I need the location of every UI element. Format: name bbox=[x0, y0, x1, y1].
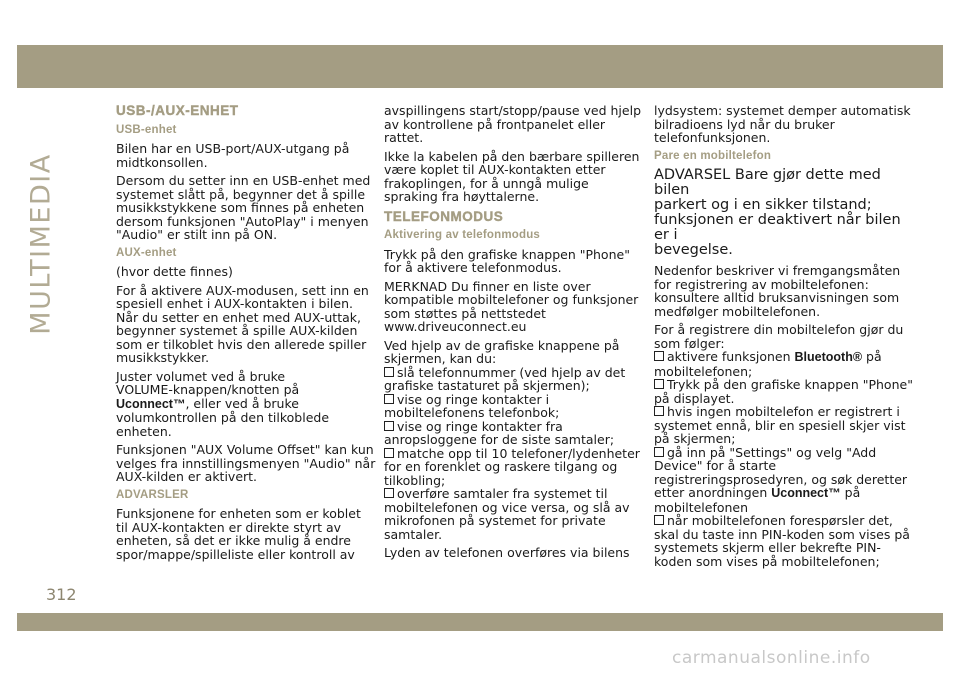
list-item-text: på mobiltelefonen bbox=[654, 485, 861, 515]
paragraph: Lyden av telefonen overføres via bilens bbox=[384, 545, 630, 560]
checkbox-bullet-icon bbox=[654, 379, 664, 389]
paragraph: Ved hjelp av de grafiske knappene på skjermen, kan du: bbox=[384, 337, 620, 366]
list-item bbox=[384, 393, 644, 420]
subheading-usb: USB-enhet bbox=[116, 123, 177, 136]
list-item bbox=[384, 447, 644, 488]
footer-band bbox=[17, 613, 943, 631]
list-item-text: vise og ringe kontakter i mobiltelefonens telefonbok; bbox=[384, 391, 560, 420]
checkbox-bullet-icon bbox=[654, 447, 664, 457]
section-heading-usb-aux: USB-/AUX-ENHET bbox=[116, 103, 239, 118]
checkbox-bullet-icon bbox=[654, 351, 664, 361]
text: , eller ved å bruke volumkontrollen på den tilkoblede enheten. bbox=[116, 395, 330, 439]
section-heading-telefonmodus: TELEFONMODUS bbox=[384, 208, 504, 224]
checkbox-bullet-icon bbox=[654, 515, 664, 525]
list-item-text: hvis ingen mobiltelefon er registrert i systemet ennå, blir en spesiell skjer vist på skjermen; bbox=[654, 404, 906, 446]
paragraph: Nedenfor beskriver vi fremgangsmåten for registrering av mobiltelefonen: konsultere alltid bruksanvisningen som medfølger mobiltelefonen. bbox=[654, 263, 901, 319]
list-item bbox=[384, 420, 644, 447]
list-item-text: på mobiltelefonen; bbox=[654, 349, 882, 379]
list-item bbox=[654, 378, 916, 405]
paragraph: Ikke la kabelen på den bærbare spilleren være koplet til AUX-kontakten etter frakoplingen, for å unngå mulige spraking fra høyttalerne. bbox=[384, 148, 640, 204]
paragraph: lydsystem: systemet demper automatisk bilradioens lyd når du bruker telefonfunksjonen. bbox=[654, 103, 911, 145]
checkbox-bullet-icon bbox=[384, 448, 394, 458]
list-item-text: slå telefonnummer (ved hjelp av det grafiske tastaturet på skjermen); bbox=[384, 364, 626, 393]
paragraph: avspillingens start/stopp/pause ved hjelp av kontrollene på frontpanelet eller rattet. bbox=[384, 103, 642, 145]
paragraph: (hvor dette finnes) bbox=[116, 264, 233, 279]
list-item-text: aktivere funksjonen bbox=[667, 349, 795, 364]
note-paragraph: MERKNAD Du finner en liste over kompatible mobiltelefoner og funksjoner som støttes på nettstedet www.driveuconnect.eu bbox=[384, 278, 639, 334]
list-item-text: vise og ringe kontakter fra anropsloggene for de siste samtaler; bbox=[384, 418, 615, 447]
list-item-text: gå inn på "Settings" og velg "Add Device" for å starte registreringsprosedyren, og søk deretter etter anordningen bbox=[654, 444, 908, 500]
warning-paragraph: ADVARSEL Bare gjør dette med bilen parkert og i en sikker tilstand; funksjonen er deaktivert når bilen er i bevegelse. bbox=[654, 167, 901, 258]
list-item bbox=[384, 366, 644, 393]
checkbox-bullet-icon bbox=[384, 488, 394, 498]
bluetooth-label: Bluetooth® bbox=[794, 350, 863, 364]
section-side-label: MULTIMEDIA bbox=[25, 153, 57, 335]
list-item-text: Trykk på den grafiske knappen "Phone" på displayet. bbox=[654, 377, 913, 406]
column-3 bbox=[654, 104, 916, 573]
paragraph: Funksjonene for enheten som er koblet til AUX-kontakten er direkte styrt av enheten, så det er ikke mulig å endre spor/mappe/spilleliste eller kontroll av bbox=[116, 506, 361, 562]
subheading-pairing: Pare en mobiltelefon bbox=[654, 149, 772, 162]
subheading-aux: AUX-enhet bbox=[116, 246, 177, 259]
list-item bbox=[654, 350, 916, 378]
paragraph: Bilen har en USB-port/AUX-utgang på midtkonsollen. bbox=[116, 141, 350, 170]
brand-name: Uconnect™ bbox=[771, 486, 841, 500]
list-item bbox=[654, 514, 916, 568]
checkbox-bullet-icon bbox=[384, 421, 394, 431]
column-2 bbox=[384, 104, 644, 565]
list-item-text: når mobiltelefonen forespørsler det, skal du taste inn PIN-koden som vises på systemets skjerm eller bekrefte PIN-koden som vises på mobiltelefonen; bbox=[654, 513, 910, 569]
paragraph: Dersom du setter inn en USB-enhet med systemet slått på, begynner det å spille musikkstykkene som finnes på enheten dersom funksjonen "AutoPlay" i menyen "Audio" er stilt inn på ON. bbox=[116, 173, 371, 242]
list-item-text: overføre samtaler fra systemet til mobiltelefonen og vice versa, og slå av mikrofonen på systemet for private samtaler. bbox=[384, 486, 630, 542]
paragraph bbox=[116, 370, 376, 439]
subheading-activation: Aktivering av telefonmodus bbox=[384, 229, 541, 241]
watermark: carmanualsonline.info bbox=[672, 648, 871, 668]
list-item-text: matche opp til 10 telefoner/lydenheter for en forenklet og raskere tilgang og tilkobling; bbox=[384, 445, 640, 488]
paragraph: Trykk på den grafiske knappen "Phone" for å aktivere telefonmodus. bbox=[384, 246, 630, 275]
list-item bbox=[384, 487, 644, 541]
subheading-warnings: ADVARSLER bbox=[116, 488, 189, 501]
column-1 bbox=[116, 104, 376, 566]
list-item bbox=[654, 446, 916, 515]
paragraph: For å aktivere AUX-modusen, sett inn en spesiell enhet i AUX-kontakten i bilen. Når du setter en enhet med AUX-uttak, begynner systemet å spille AUX-kilden som er tilkoblet hvis den allerede spiller musikkstykker. bbox=[116, 282, 369, 365]
page-number: 312 bbox=[46, 585, 77, 604]
paragraph: For å registrere din mobiltelefon gjør du som følger: bbox=[654, 322, 904, 351]
header-band bbox=[17, 45, 943, 88]
list-item bbox=[654, 405, 916, 446]
paragraph: Funksjonen "AUX Volume Offset" kan kun velges fra innstillingsmenyen "Audio" når AUX-kilden er aktivert. bbox=[116, 442, 376, 484]
checkbox-bullet-icon bbox=[384, 394, 394, 404]
brand-name: Uconnect™ bbox=[116, 396, 186, 411]
checkbox-bullet-icon bbox=[384, 367, 394, 377]
text: Juster volumet ved å bruke VOLUME-knappen/knotten på bbox=[116, 368, 300, 397]
checkbox-bullet-icon bbox=[654, 406, 664, 416]
